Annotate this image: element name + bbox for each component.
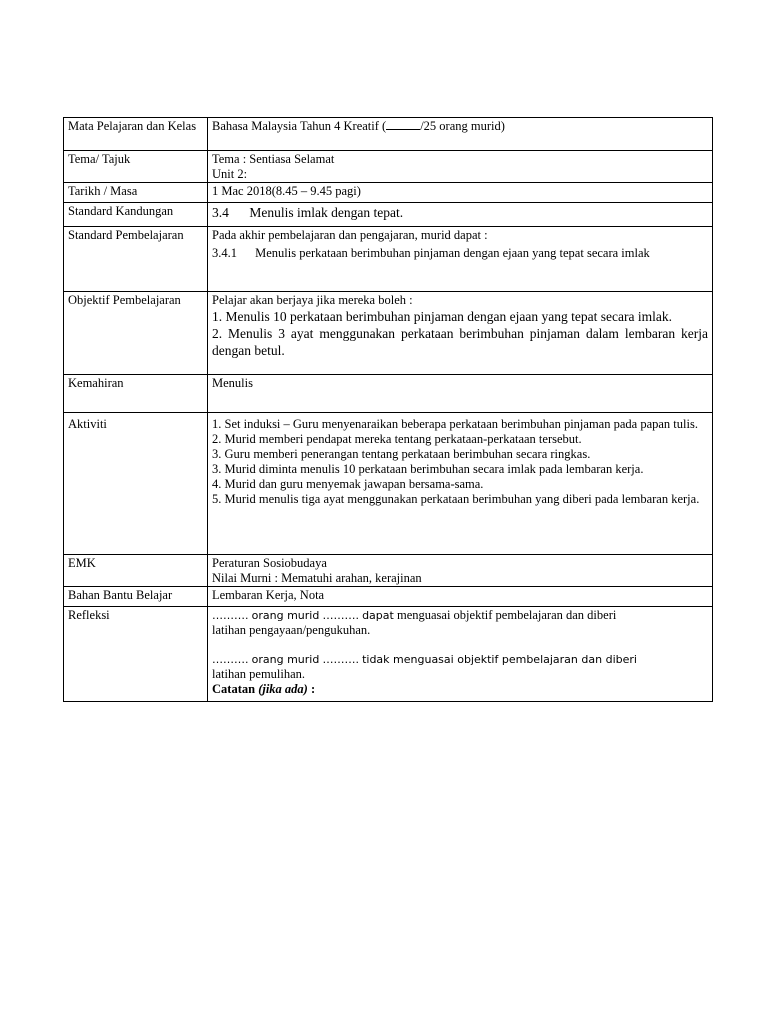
label-date: Tarikh / Masa (64, 183, 208, 203)
label-reflection: Refleksi (64, 607, 208, 702)
note-italic: (jika ada) (258, 682, 308, 696)
objective-item-1: 1. Menulis 10 perkataan berimbuhan pinjaman dengan ejaan yang tepat secara imlak. (212, 309, 672, 324)
label-activity: Aktiviti (64, 413, 208, 555)
note-colon: : (307, 682, 316, 696)
value-activity (208, 413, 713, 555)
reflection-dots-1: ………. (212, 609, 249, 622)
note-label: Catatan (212, 682, 259, 696)
activity-item-1: 1. Set induksi – Guru menyenaraikan beberapa perkataan berimbuhan pinjaman pada papan tulis. (212, 417, 698, 431)
reflection-text-2: tidak menguasai objektif pembelajaran dan diberi (362, 653, 637, 666)
value-reflection (208, 607, 713, 702)
label-theme: Tema/ Tajuk (64, 151, 208, 183)
reflection-orang-murid-2: orang murid (251, 653, 320, 666)
row-emk (64, 555, 713, 587)
reflection-line-4: latihan pemulihan. (212, 667, 306, 681)
lesson-plan-table (63, 117, 713, 702)
row-learning-standard (64, 227, 713, 292)
reflection-line-3 (212, 652, 708, 667)
student-count-blank (386, 120, 420, 130)
reflection-spacer (212, 638, 708, 652)
reflection-text-1: menguasai objektif pembelajaran dan diberi (396, 608, 617, 622)
value-date: 1 Mac 2018(8.45 – 9.45 pagi) (208, 183, 713, 203)
row-materials (64, 587, 713, 607)
content-standard-code: 3.4 (212, 205, 229, 220)
row-reflection (64, 607, 713, 702)
label-objective: Objektif Pembelajaran (64, 292, 208, 375)
row-content-standard (64, 203, 713, 227)
content-standard-text: Menulis imlak dengan tepat. (249, 205, 404, 220)
objective-item-2: 2. Menulis 3 ayat menggunakan perkataan berimbuhan pinjaman dalam lembaran kerja dengan betul. (212, 326, 708, 358)
theme-line: Tema : Sentiasa Selamat (212, 152, 335, 166)
label-skill: Kemahiran (64, 375, 208, 413)
learning-standard-text: Menulis perkataan berimbuhan pinjaman dengan ejaan yang tepat secara imlak (255, 246, 650, 260)
value-learning-standard (208, 227, 713, 292)
row-skill (64, 375, 713, 413)
row-activity (64, 413, 713, 555)
label-learning-standard: Standard Pembelajaran (64, 227, 208, 292)
reflection-dots-4: ………. (322, 653, 359, 666)
activity-item-3: 3. Guru memberi penerangan tentang perkataan berimbuhan secara ringkas. (212, 447, 591, 461)
subject-text-after: /25 orang murid) (420, 119, 505, 133)
learning-standard-item (212, 245, 708, 262)
activity-item-6: 5. Murid menulis tiga ayat menggunakan perkataan berimbuhan yang diberi pada lembaran kerja. (212, 492, 700, 506)
row-theme (64, 151, 713, 183)
learning-standard-code: 3.4.1 (212, 246, 237, 260)
reflection-line-1 (212, 608, 708, 623)
activity-item-4: 3. Murid diminta menulis 10 perkataan berimbuhan secara imlak pada lembaran kerja. (212, 462, 644, 476)
emk-line-2: Nilai Murni : Mematuhi arahan, kerajinan (212, 571, 422, 585)
value-skill: Menulis (208, 375, 713, 413)
row-subject (64, 118, 713, 151)
activity-item-2: 2. Murid memberi pendapat mereka tentang perkataan-perkataan tersebut. (212, 432, 582, 446)
value-theme (208, 151, 713, 183)
label-content-standard: Standard Kandungan (64, 203, 208, 227)
reflection-note (212, 682, 708, 697)
activity-item-5: 4. Murid dan guru menyemak jawapan bersama-sama. (212, 477, 484, 491)
row-objective (64, 292, 713, 375)
value-materials: Lembaran Kerja, Nota (208, 587, 713, 607)
label-materials: Bahan Bantu Belajar (64, 587, 208, 607)
label-subject: Mata Pelajaran dan Kelas (64, 118, 208, 151)
unit-line: Unit 2: (212, 167, 248, 181)
reflection-line-2: latihan pengayaan/pengukuhan. (212, 623, 371, 637)
reflection-dots-3: ………. (212, 653, 249, 666)
value-content-standard (208, 203, 713, 227)
learning-standard-intro: Pada akhir pembelajaran dan pengajaran, murid dapat : (212, 228, 488, 242)
label-emk: EMK (64, 555, 208, 587)
value-subject (208, 118, 713, 151)
reflection-orang-murid-1: orang murid (251, 609, 320, 622)
emk-line-1: Peraturan Sosiobudaya (212, 556, 327, 570)
value-emk (208, 555, 713, 587)
value-objective (208, 292, 713, 375)
objective-intro: Pelajar akan berjaya jika mereka boleh : (212, 293, 413, 307)
reflection-dapat: dapat (362, 609, 394, 622)
subject-text-before: Bahasa Malaysia Tahun 4 Kreatif ( (212, 119, 387, 133)
reflection-dots-2: ………. (322, 609, 359, 622)
row-date (64, 183, 713, 203)
